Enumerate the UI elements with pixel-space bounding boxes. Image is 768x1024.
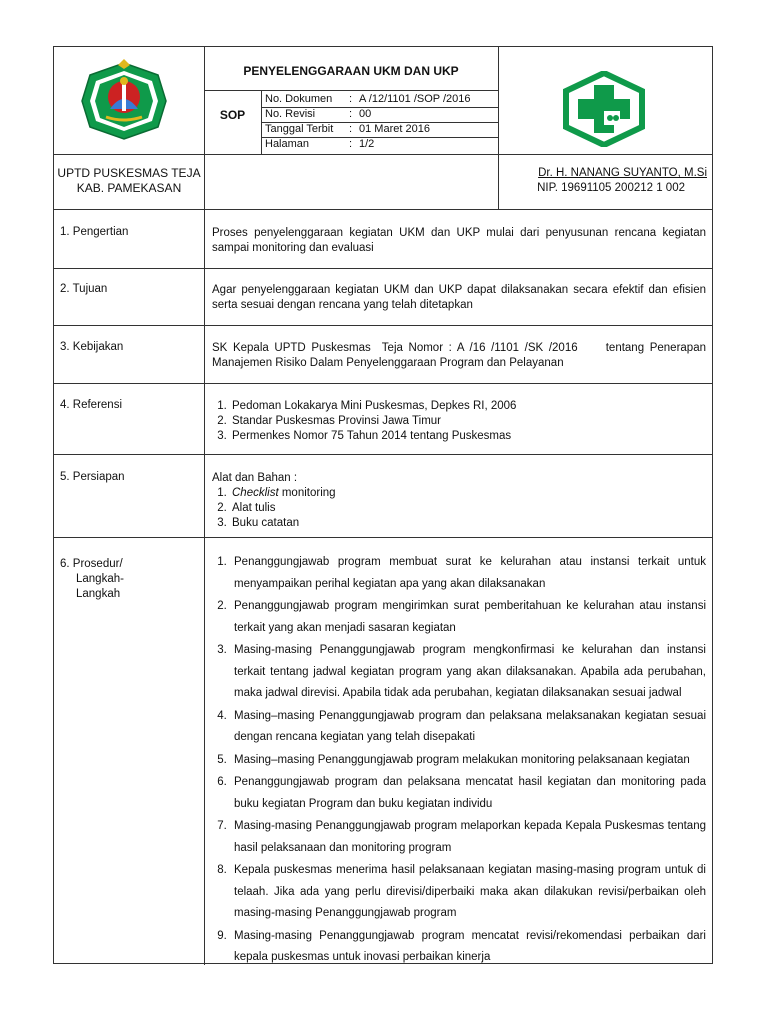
section-text-pengertian: Proses penyelenggaraan kegiatan UKM dan UKP mulai dari penyusunan rencana kegiatan sampai monitoring dan evaluasi bbox=[212, 227, 706, 254]
sop-label: SOP bbox=[219, 108, 246, 122]
meta-value: 01 Maret 2016 bbox=[359, 123, 430, 135]
meta-value: A /12/1101 /SOP /2016 bbox=[359, 93, 471, 105]
divider bbox=[54, 537, 712, 538]
meta-separator: : bbox=[349, 108, 353, 120]
divider bbox=[54, 454, 712, 455]
list-item: 2. Alat tulis bbox=[230, 501, 706, 516]
section-label-persiapan: 5. Persiapan bbox=[60, 471, 125, 483]
section-label-tujuan: 2. Tujuan bbox=[60, 283, 108, 295]
procedure-step: 1. Penanggungjawab program membuat surat ke kelurahan atau instansi terkait untuk menyampaikan perihal kegiatan apa yang akan dilaksanakan bbox=[230, 552, 706, 595]
signer-name: Dr. H. NANANG SUYANTO, M.Si bbox=[538, 167, 707, 179]
meta-separator: : bbox=[349, 138, 353, 150]
list-item: 3. Buku catatan bbox=[230, 516, 706, 531]
divider bbox=[54, 383, 712, 384]
section-list-persiapan bbox=[212, 471, 706, 531]
divider bbox=[204, 90, 498, 91]
meta-separator: : bbox=[349, 93, 353, 105]
procedure-step: 6. Penanggungjawab program dan pelaksana mencatat hasil kegiatan dan monitoring pada buku kegiatan Program dan buku kegiatan individu bbox=[230, 772, 706, 815]
list-item: 3. Permenkes Nomor 75 Tahun 2014 tentang Puskesmas bbox=[230, 429, 706, 444]
column-divider bbox=[204, 47, 205, 965]
institution-name bbox=[54, 166, 204, 196]
list-item bbox=[230, 486, 706, 501]
persiapan-intro: Alat dan Bahan : bbox=[212, 472, 298, 484]
institution-line: KAB. PAMEKASAN bbox=[76, 181, 182, 195]
divider bbox=[54, 154, 712, 155]
list-item: 2. Standar Puskesmas Provinsi Jawa Timur bbox=[230, 414, 706, 429]
label-line: 6. Prosedur/ bbox=[60, 558, 123, 570]
section-list-prosedur bbox=[212, 552, 706, 970]
label-line: Langkah bbox=[76, 588, 121, 600]
procedure-step: 8. Kepala puskesmas menerima hasil pelaksanaan kegiatan masing-masing program untuk di telaah. Jika ada yang perlu direvisi/diperbaiki maka akan dilakukan revisi/perbaikan oleh masing-masing Penanggungjawab program bbox=[230, 860, 706, 925]
meta-row-dokumen bbox=[261, 92, 498, 108]
sop-document bbox=[53, 46, 713, 964]
section-list-referensi bbox=[212, 399, 706, 444]
list-item-emphasis: Checklist bbox=[232, 487, 279, 499]
signer-nip: NIP. 19691105 200212 1 002 bbox=[537, 182, 685, 194]
procedure-step: 5. Masing–masing Penanggungjawab program melakukan monitoring pelaksanaan kegiatan bbox=[230, 750, 706, 772]
procedure-step: 7. Masing-masing Penanggungjawab program melaporkan kepada Kepala Puskesmas tentang hasil pelaksanaan dan monitoring program bbox=[230, 816, 706, 859]
divider bbox=[54, 325, 712, 326]
divider bbox=[54, 268, 712, 269]
list-item-text: monitoring bbox=[278, 487, 336, 499]
section-text-tujuan: Agar penyelenggaraan kegiatan UKM dan UKP dapat dilaksanakan secara efektif dan efisien serta sesuai dengan rencana yang telah ditetapkan bbox=[212, 284, 706, 311]
divider bbox=[54, 209, 712, 210]
puskesmas-logo-icon bbox=[562, 71, 646, 147]
section-label-prosedur bbox=[60, 557, 124, 602]
list-item: 1. Pedoman Lokakarya Mini Puskesmas, Depkes RI, 2006 bbox=[230, 399, 706, 414]
procedure-step: 2. Penanggungjawab program mengirimkan surat pemberitahuan ke kelurahan atau instansi terkait yang akan menjadi sasaran kegiatan bbox=[230, 596, 706, 639]
page-title: PENYELENGGARAAN UKM DAN UKP bbox=[243, 64, 459, 78]
meta-label: No. Dokumen bbox=[265, 93, 333, 105]
procedure-step: 3. Masing-masing Penanggungjawab program mengkonfirmasi ke kelurahan dan instansi terkait tentang jadwal kegiatan program yang akan dilaksanakan. Apabila ada perubahan, maka jadwal direvisi. Apabila tidak ada perubahan, kegiatan dilaksanakan sesuai jadwal bbox=[230, 640, 706, 705]
signer-block bbox=[502, 166, 707, 196]
meta-value: 1/2 bbox=[359, 138, 375, 150]
procedure-step: 4. Masing–masing Penanggungjawab program dan pelaksana melaksanakan kegiatan sesuai dengan rencana kegiatan yang telah disepakati bbox=[230, 706, 706, 749]
meta-value: 00 bbox=[359, 108, 372, 120]
institution-line: UPTD PUSKESMAS TEJA bbox=[57, 166, 201, 180]
meta-row-revisi bbox=[261, 107, 498, 123]
meta-label: Halaman bbox=[265, 138, 310, 150]
column-divider bbox=[498, 47, 499, 209]
regency-emblem-icon bbox=[78, 59, 170, 143]
procedure-step: 9. Masing-masing Penanggungjawab program mencatat revisi/rekomendasi perbaikan dari kepala puskesmas untuk inovasi perbaikan kinerja bbox=[230, 926, 706, 969]
meta-label: No. Revisi bbox=[265, 108, 316, 120]
section-text-kebijakan: SK Kepala UPTD Puskesmas Teja Nomor : A /16 /1101 /SK /2016 tentang Penerapan Manajemen Risiko Dalam Penyelenggaraan Program dan Pelayanan bbox=[212, 342, 710, 369]
meta-separator: : bbox=[349, 123, 353, 135]
meta-label: Tanggal Terbit bbox=[265, 123, 334, 135]
section-label-pengertian: 1. Pengertian bbox=[60, 226, 129, 238]
section-label-kebijakan: 3. Kebijakan bbox=[60, 341, 124, 353]
section-label-referensi: 4. Referensi bbox=[60, 399, 123, 411]
meta-row-halaman bbox=[261, 137, 498, 152]
meta-row-tanggal bbox=[261, 122, 498, 138]
label-line: Langkah- bbox=[76, 573, 124, 585]
